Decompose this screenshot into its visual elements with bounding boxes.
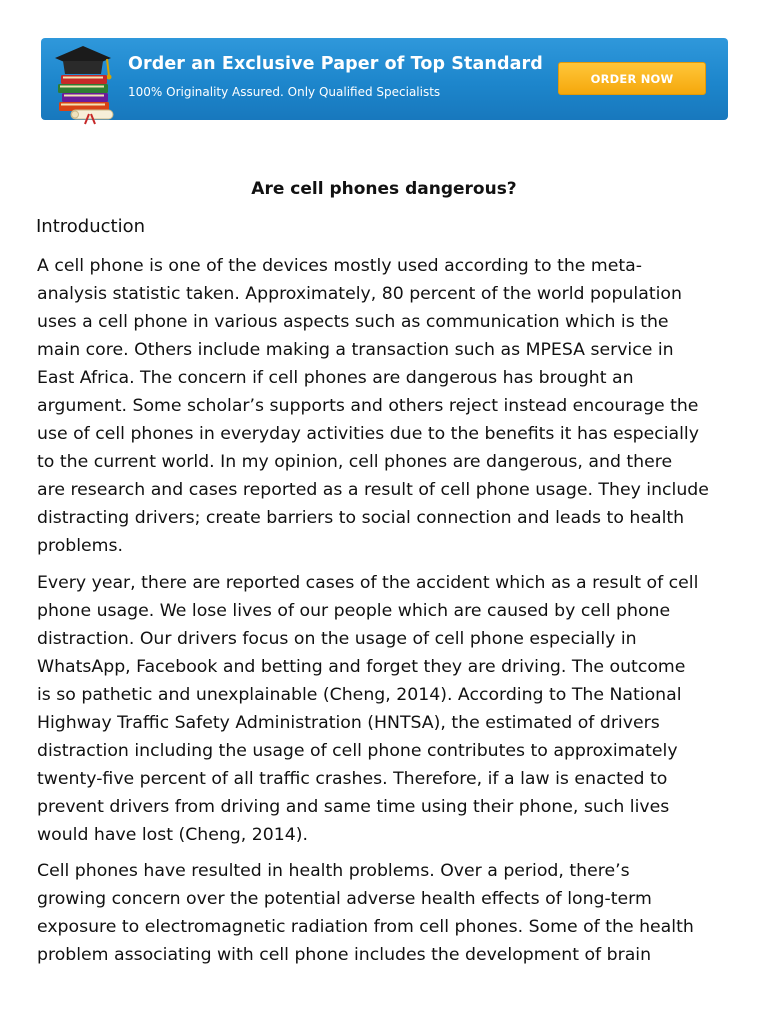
text-line: Highway Traffic Safety Administration (HNTSA), the estimated of drivers bbox=[37, 713, 660, 733]
text-line: East Africa. The concern if cell phones are dangerous has brought an bbox=[37, 368, 634, 388]
order-now-button[interactable]: ORDER NOW bbox=[558, 62, 706, 95]
section-heading-introduction: Introduction bbox=[36, 216, 146, 237]
text-line: problems. bbox=[37, 536, 124, 556]
text-line: distraction. Our drivers focus on the usage of cell phone especially in bbox=[37, 629, 637, 649]
text-line: problem associating with cell phone includes the development of brain bbox=[37, 945, 652, 965]
text-line: prevent drivers from driving and same time using their phone, such lives bbox=[37, 797, 670, 817]
text-line: phone usage. We lose lives of our people which are caused by cell phone bbox=[37, 601, 671, 621]
text-line: distraction including the usage of cell phone contributes to approximately bbox=[37, 741, 678, 761]
text-line: are research and cases reported as a result of cell phone usage. They include bbox=[37, 480, 709, 500]
paragraph-3 bbox=[37, 857, 694, 969]
text-line: main core. Others include making a transaction such as MPESA service in bbox=[37, 340, 674, 360]
order-banner[interactable] bbox=[41, 38, 728, 120]
paragraph-1 bbox=[37, 252, 709, 560]
text-line: WhatsApp, Facebook and betting and forget they are driving. The outcome bbox=[37, 657, 686, 677]
banner-title: Order an Exclusive Paper of Top Standard bbox=[128, 54, 543, 74]
text-line: would have lost (Cheng, 2014). bbox=[37, 825, 308, 845]
text-line: exposure to electromagnetic radiation from cell phones. Some of the health bbox=[37, 917, 694, 937]
text-line: argument. Some scholar’s supports and others reject instead encourage the bbox=[37, 396, 699, 416]
text-line: analysis statistic taken. Approximately, 80 percent of the world population bbox=[37, 284, 682, 304]
text-line: use of cell phones in everyday activities due to the benefits it has especially bbox=[37, 424, 699, 444]
banner-subtitle: 100% Originality Assured. Only Qualified Specialists bbox=[128, 85, 441, 99]
text-line: A cell phone is one of the devices mostly used according to the meta- bbox=[37, 256, 643, 276]
text-line: uses a cell phone in various aspects such as communication which is the bbox=[37, 312, 669, 332]
text-line: growing concern over the potential adverse health effects of long-term bbox=[37, 889, 652, 909]
document-title: Are cell phones dangerous? bbox=[251, 179, 517, 199]
text-line: Cell phones have resulted in health problems. Over a period, there’s bbox=[37, 861, 630, 881]
graduation-cap-books-icon bbox=[49, 42, 125, 128]
paragraph-2 bbox=[37, 569, 698, 849]
text-line: to the current world. In my opinion, cell phones are dangerous, and there bbox=[37, 452, 673, 472]
text-line: twenty-five percent of all traffic crashes. Therefore, if a law is enacted to bbox=[37, 769, 668, 789]
text-line: is so pathetic and unexplainable (Cheng, 2014). According to The National bbox=[37, 685, 682, 705]
text-line: distracting drivers; create barriers to social connection and leads to health bbox=[37, 508, 685, 528]
text-line: Every year, there are reported cases of the accident which as a result of cell bbox=[37, 573, 699, 593]
